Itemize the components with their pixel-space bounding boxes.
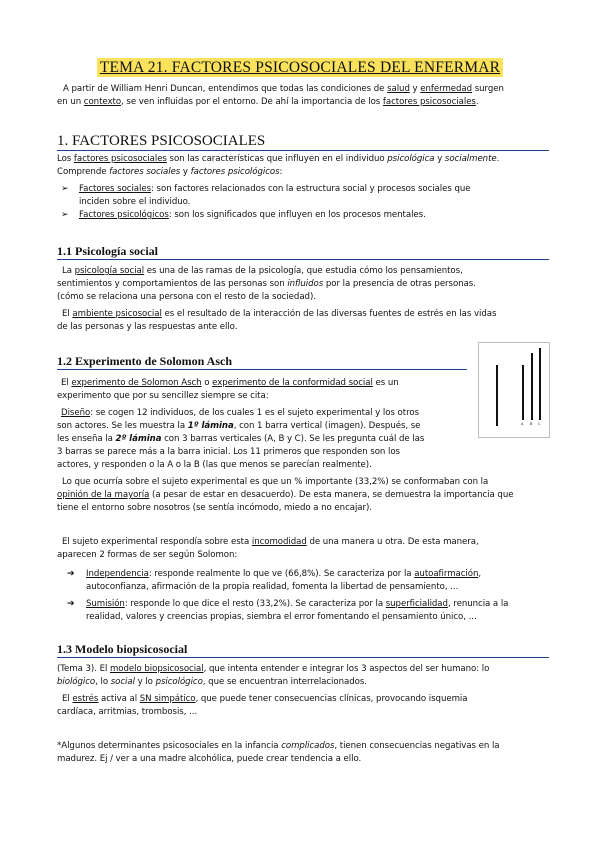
intro-line-1 (63, 83, 563, 96)
text: *Algunos determinantes psicosociales en la infancia (57, 741, 282, 751)
s12-line-1 (61, 377, 471, 390)
text: de una manera u otra. De esta manera, (306, 537, 479, 547)
text: , que puede tener consecuencias clínicas, provocando isquemia (195, 694, 468, 704)
text: , renuncia a la (447, 599, 509, 609)
section-1-heading: 1. FACTORES PSICOSOCIALES (57, 133, 266, 149)
s13-line-1 (57, 663, 557, 676)
s12-line-7: actores, y responden o la A o la B (las que menos se parecían realmente). (57, 460, 372, 470)
term-contexto: contexto (83, 97, 122, 107)
s12-line-4 (57, 420, 467, 433)
footnote-line-2: madurez. Ej / ver a una madre alcohólica, puede crear tendencia a ello. (57, 754, 362, 764)
bar-label-c: C (538, 422, 541, 426)
section-1-rule (57, 150, 549, 151)
s12-line-12: aparecen 2 formas de ser según Solomon: (57, 550, 238, 560)
text: psicológica (387, 154, 435, 164)
term: incomodidad (251, 537, 307, 547)
text: (a pesar de estar en desacuerdo). De esta manera, se demuestra la importancia que (149, 490, 514, 500)
s12-line-8: Lo que ocurría sobre el sujeto experimental es que un % importante (33,2%) se conformaban con la (62, 477, 489, 487)
text: : (279, 167, 283, 177)
text: Los (57, 154, 74, 164)
intro-text: y (409, 84, 421, 94)
term: factores psicosociales (73, 154, 167, 164)
text: 2º lámina (115, 434, 162, 444)
asch-experiment-figure (478, 342, 550, 438)
intro-text: A partir de William Henri Duncan, entendimos que todas las condiciones de (63, 84, 388, 94)
term: experimento de la conformidad social (212, 378, 373, 388)
text: con 3 barras verticales (A, B y C). Se les pregunta cuál de las (161, 434, 425, 444)
s1-bullet-1-cont (79, 196, 549, 209)
text: es una de las ramas de la psicología, que estudia cómo los pensamientos, (144, 266, 463, 276)
arrow-bullet-icon: ➔ (67, 569, 75, 579)
section-1-2-rule (57, 369, 467, 370)
text: , que intenta entender e integrar los 3 aspectos del ser humano: lo (203, 664, 490, 674)
text: (Tema 3). El (57, 664, 110, 674)
text: El (61, 378, 72, 388)
bullet-triangle-icon: ➢ (61, 210, 69, 220)
bar-label-a: A (521, 422, 524, 426)
term: Diseño (61, 408, 91, 418)
page-title (0, 57, 600, 77)
s12-line-5 (57, 433, 467, 446)
intro-text: surgen (472, 84, 504, 94)
s12-line-9 (57, 489, 557, 502)
s12-line-3 (61, 407, 471, 420)
term: Factores sociales (79, 184, 152, 194)
text: les enseña la (57, 434, 116, 444)
text: : responde realmente lo que ve (66,8%). Se caracteriza por la (148, 569, 415, 579)
term-factores-psicosociales: factores psicosociales (382, 97, 476, 107)
text: influidos (287, 279, 324, 289)
reference-bar (496, 365, 498, 426)
text: social (110, 677, 135, 687)
text: es el resultado de la interacción de las diversas fuentes de estrés en las vidas (161, 309, 497, 319)
term: psicología social (74, 266, 145, 276)
intro-text: , se ven influidas por el entorno. De ahí la importancia de los (121, 97, 383, 107)
s12-line-10: tiene el entorno sobre nosotros (se sentía incómodo, miedo a no encajar). (57, 503, 372, 513)
text: y (434, 154, 445, 164)
term: SN simpático (139, 694, 196, 704)
text: : se cogen 12 individuos, de los cuales 1 es el sujeto experimental y los otros (90, 408, 420, 418)
text: inciden sobre el individuo. (79, 197, 191, 207)
section-1-3-heading: 1.3 Modelo biopsicosocial (57, 642, 188, 656)
text: Comprende (57, 167, 110, 177)
s11-line-1 (62, 265, 557, 278)
page-title-text: TEMA 21. FACTORES PSICOSOCIALES DEL ENFERMAR (97, 58, 503, 77)
text: El sujeto experimental respondía sobre esta (62, 537, 252, 547)
section-1-2-heading: 1.2 Experimento de Solomon Asch (57, 354, 233, 368)
term-enfermedad: enfermedad (420, 84, 473, 94)
intro-text: en un (57, 97, 84, 107)
text: o (201, 378, 213, 388)
s13-line-4: cardíaca, arritmias, trombosis, ... (57, 707, 198, 717)
s1-line-1 (57, 153, 557, 166)
section-1-1-rule (57, 259, 549, 260)
text: complicados (281, 741, 335, 751)
bar-c (539, 348, 541, 420)
text: El (62, 309, 73, 319)
text: biológico (57, 677, 96, 687)
term: experimento de Solomon Asch (71, 378, 202, 388)
footnote-line-1 (57, 740, 557, 753)
text: psicológico (155, 677, 203, 687)
text: y (180, 167, 191, 177)
bar-b (531, 353, 533, 420)
s11-line-3: (cómo se relaciona una persona con el resto de la sociedad). (57, 292, 316, 302)
text: 1º lámina (187, 421, 234, 431)
text: factores sociales (109, 167, 181, 177)
term: modelo biopsicosocial (109, 664, 204, 674)
arrow-bullet-icon: ➔ (67, 599, 75, 609)
text: activa al (98, 694, 140, 704)
text: El (62, 694, 73, 704)
term-salud: salud (387, 84, 410, 94)
s11-line-2 (57, 278, 557, 291)
s12-bullet-sumision-cont: realidad, valores y creencias propias, siembra el error fomentando el pensamiento único, ... (86, 612, 477, 622)
term: opinión de la mayoría (57, 490, 150, 500)
s1-line-2 (57, 166, 557, 179)
s11-line-4 (62, 308, 557, 321)
s11-line-5: de las personas y las respuestas ante ello. (57, 322, 238, 332)
text: La (62, 266, 75, 276)
term: autoafirmación (414, 569, 479, 579)
term: Sumisión (86, 599, 125, 609)
text: son actores. Se les muestra la (57, 421, 188, 431)
intro-line-2 (57, 96, 557, 109)
s12-line-11 (62, 536, 557, 549)
s12-bullet-sumision (86, 598, 556, 611)
text: , lo (95, 677, 111, 687)
text: factores psicológicos (190, 167, 280, 177)
term: estrés (72, 694, 99, 704)
text: , con 1 barra vertical (imagen). Después, se (233, 421, 421, 431)
text: : responde lo que dice el resto (33,2%). Se caracteriza por la (124, 599, 386, 609)
text: , (478, 569, 482, 579)
bar-a (522, 365, 524, 420)
s13-line-3 (62, 693, 557, 706)
section-1-1-heading: 1.1 Psicología social (57, 244, 158, 258)
text: y lo (134, 677, 156, 687)
text: es un (372, 378, 399, 388)
s1-bullet-1 (79, 183, 549, 196)
text: , que se encuentran interrelacionados. (202, 677, 367, 687)
text: , tienen consecuencias negativas en la (334, 741, 500, 751)
s12-line-6: 3 barras se parece más a la barra inicial. Los 11 primeros que responden son los (57, 447, 400, 457)
s12-bullet-independencia (86, 568, 556, 581)
s12-bullet-independencia-cont: autoconfianza, afirmación de la propia realidad, fomenta la libertad de pensamiento, ... (86, 582, 459, 592)
section-1-3-rule (57, 657, 549, 658)
text: : son los significados que influyen en los procesos mentales. (168, 210, 426, 220)
text: sentimientos y comportamientos de las personas son (57, 279, 288, 289)
term: Independencia (86, 569, 149, 579)
s13-line-2 (57, 676, 557, 689)
s12-line-2: experimento que por su sencillez siempre se cita: (57, 391, 269, 401)
text: por la presencia de otras personas. (323, 279, 476, 289)
term: superficialidad (385, 599, 448, 609)
bullet-triangle-icon: ➢ (61, 184, 69, 194)
intro-text: . (475, 97, 479, 107)
text: son las características que influyen en el individuo (166, 154, 388, 164)
s1-bullet-2 (79, 209, 549, 222)
text: . (496, 154, 500, 164)
text: : son factores relacionados con la estructura social y procesos sociales que (151, 184, 471, 194)
text: socialmente (444, 154, 497, 164)
term: Factores psicológicos (79, 210, 169, 220)
term: ambiente psicosocial (72, 309, 162, 319)
bar-label-b: B (530, 422, 533, 426)
